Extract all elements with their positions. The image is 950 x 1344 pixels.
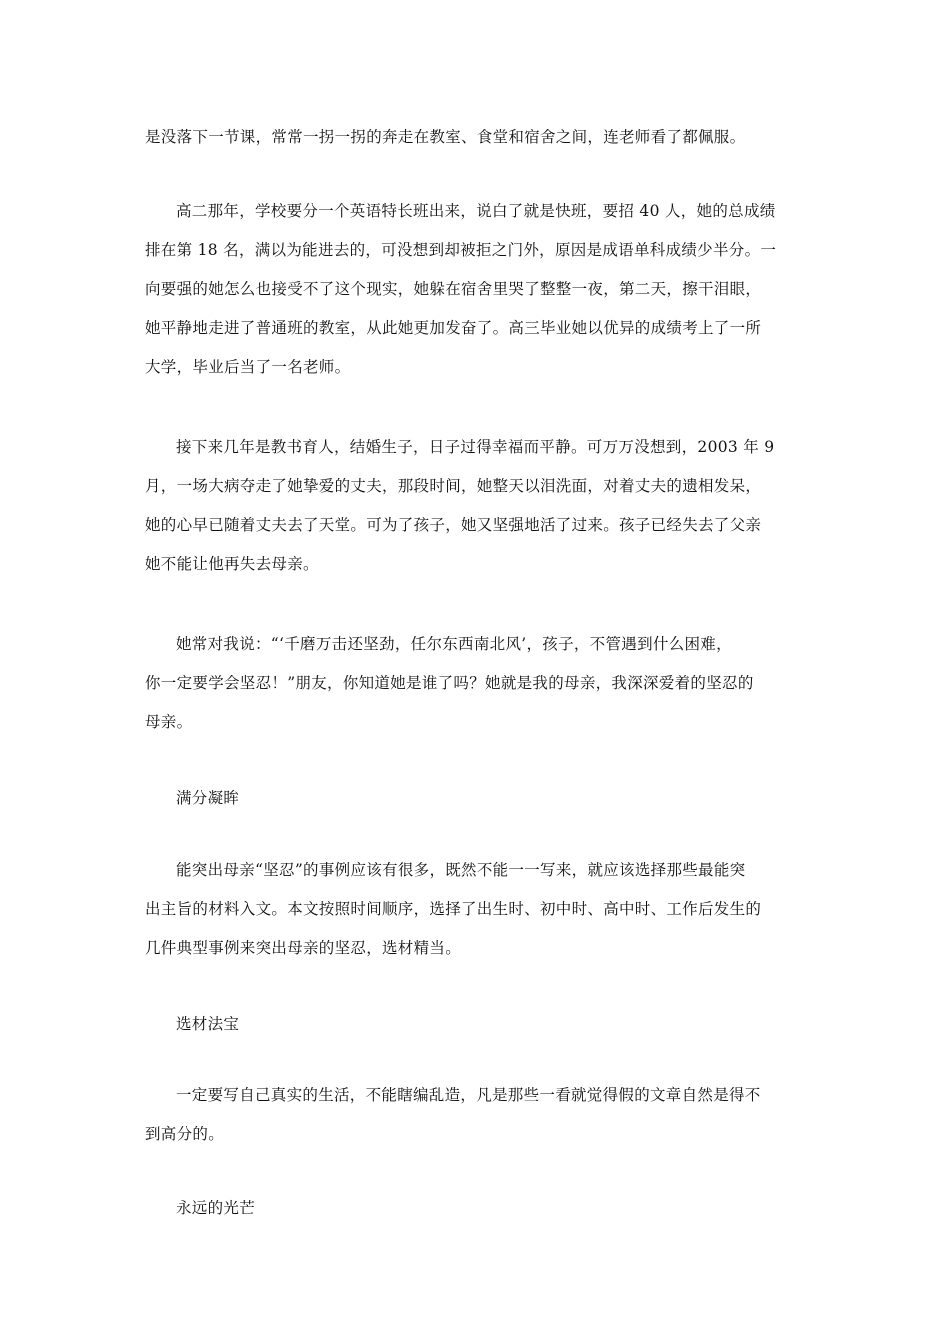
text-line: 接下来几年是教书育人，结婚生子，日子过得幸福而平静。可万万没想到，2003 年 9 <box>176 438 775 456</box>
section-heading: 选材法宝 <box>176 1015 240 1033</box>
text-line: 几件典型事例来突出母亲的坚忍，选材精当。 <box>145 939 462 957</box>
text-line: 排在第 18 名，满以为能进去的，可没想到却被拒之门外，原因是成语单科成绩少半分。一 <box>145 241 777 259</box>
text-line: 向要强的她怎么也接受不了这个现实，她躲在宿舍里哭了整整一夜，第二天，擦干泪眼， <box>145 280 762 298</box>
text-line: 她常对我说：“‘千磨万击还坚劲，任尔东西南北风’，孩子，不管遇到什么困难， <box>176 635 732 653</box>
text-line: 能突出母亲“坚忍”的事例应该有很多，既然不能一一写来，就应该选择那些最能突 <box>176 861 746 879</box>
text-line: 到高分的。 <box>145 1125 225 1143</box>
text-line: 大学，毕业后当了一名老师。 <box>145 358 351 376</box>
section-heading: 永远的光芒 <box>176 1199 256 1217</box>
text-line: 你一定要学会坚忍！”朋友，你知道她是谁了吗？她就是我的母亲，我深深爱着的坚忍的 <box>145 674 754 692</box>
text-line: 她平静地走进了普通班的教室，从此她更加发奋了。高三毕业她以优异的成绩考上了一所 <box>145 319 762 337</box>
section-heading: 满分凝眸 <box>176 789 240 807</box>
text-line: 高二那年，学校要分一个英语特长班出来，说白了就是快班，要招 40 人，她的总成绩 <box>176 202 776 220</box>
text-line: 是没落下一节课，常常一拐一拐的奔走在教室、食堂和宿舍之间，连老师看了都佩服。 <box>145 128 746 146</box>
text-line: 一定要写自己真实的生活，不能瞎编乱造，凡是那些一看就觉得假的文章自然是得不 <box>176 1086 761 1104</box>
text-line: 她的心早已随着丈夫去了天堂。可为了孩子，她又坚强地活了过来。孩子已经失去了父亲 <box>145 516 762 534</box>
text-line: 母亲。 <box>145 713 193 731</box>
text-line: 月，一场大病夺走了她挚爱的丈夫，那段时间，她整天以泪洗面，对着丈夫的遗相发呆， <box>145 477 762 495</box>
text-line: 出主旨的材料入文。本文按照时间顺序，选择了出生时、初中时、高中时、工作后发生的 <box>145 900 762 918</box>
text-line: 她不能让他再失去母亲。 <box>145 555 319 573</box>
